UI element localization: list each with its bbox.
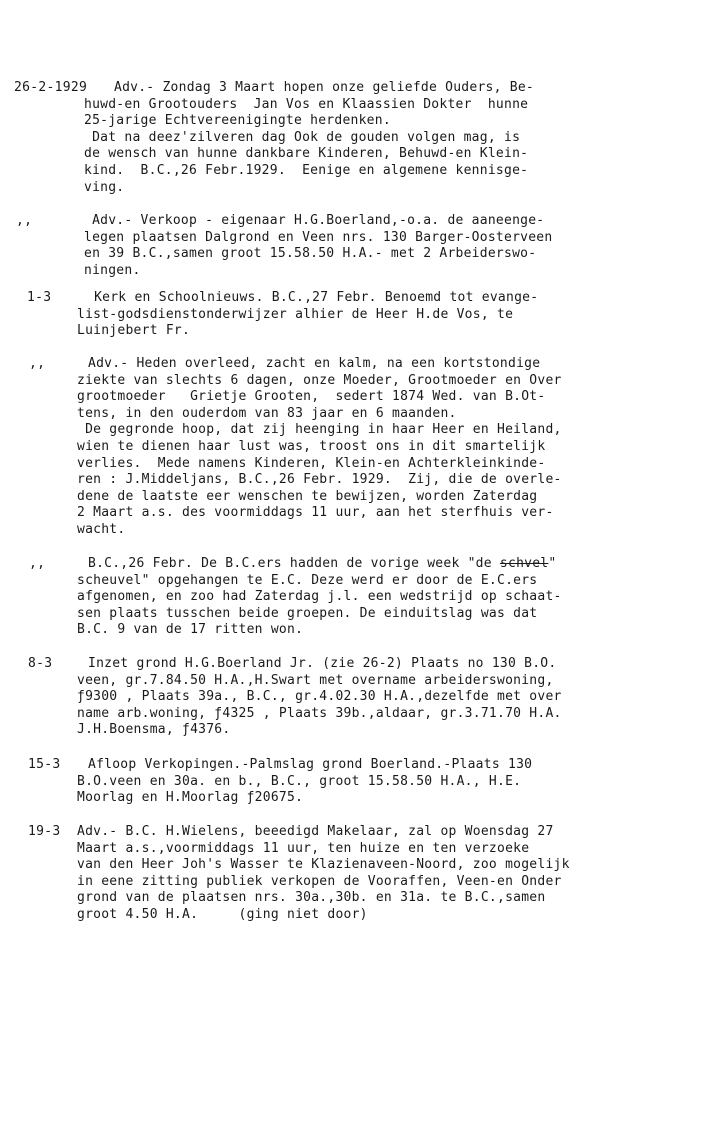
entry-line: van den Heer Joh's Wasser te Klazienaveen-Noord, zoo mogelijk [77,857,570,873]
entry-line: huwd-en Grootouders Jan Vos en Klaassien Dokter hunne [84,96,529,112]
entry-line: ren : J.Middeljans, B.C.,26 Febr. 1929. Zij, die de overle- [77,472,562,488]
entry-line: ziekte van slechts 6 dagen, onze Moeder, Grootmoeder en Over [77,372,562,388]
entry-date: 1-3 [27,290,52,305]
entry-line: Adv.- Zondag 3 Maart hopen onze geliefde Ouders, Be- [114,80,534,95]
entry-line: kind. B.C.,26 Febr.1929. Eenige en algemene kennisge- [84,163,529,178]
entry-date: 8-3 [28,656,53,671]
entry-line: Moorlag en H.Moorlag ƒ20675. [77,790,304,806]
entry-line: in eene zitting publiek verkopen de Vooraffen, Veen-en Onder [77,873,562,889]
entry-line-prefix: B.C.,26 Febr. De B.C.ers hadden de vorige week "de [88,556,500,571]
entry-date: 19-3 [28,824,61,839]
entry-line: grond van de plaatsen nrs. 30a.,30b. en 31a. te B.C.,samen [77,890,546,906]
entry-line: Maart a.s.,voormiddags 11 uur, ten huize en ten verzoeke [77,840,530,856]
entry-line: Adv.- B.C. H.Wielens, beeedigd Makelaar, zal op Woensdag 27 [77,824,554,839]
entry-line: list-godsdienstonderwijzer alhier de Heer H.de Vos, te [77,306,514,322]
entry-line: sen plaats tusschen beide groepen. De einduitslag was dat [77,605,538,621]
entry-line-first [88,556,556,573]
entry-line: grootmoeder Grietje Grooten, sedert 1874 Wed. van B.Ot- [77,389,546,405]
entry-line: name arb.woning, ƒ4325 , Plaats 39b.,aldaar, gr.3.71.70 H.A. [77,705,562,721]
struck-word: schvel [499,556,549,571]
entry-line: de wensch van hunne dankbare Kinderen, Behuwd-en Klein- [84,146,529,162]
entry-line: Luinjebert Fr. [77,323,191,339]
entry-line: Afloop Verkopingen.-Palmslag grond Boerland.-Plaats 130 [88,757,533,772]
entry-line: tens, in den ouderdom van 83 jaar en 6 maanden. [77,405,457,421]
entry-line: 25-jarige Echtvereenigingte herdenken. [84,113,391,129]
entry-line: dene de laatste eer wenschen te bewijzen, worden Zaterdag [77,488,538,504]
entry-line: afgenomen, en zoo had Zaterdag j.l. een wedstrijd op schaat- [77,589,562,605]
entry-date: 26-2-1929 [14,80,88,95]
entry-line: wien te dienen haar lust was, troost ons in dit smartelijk [77,439,546,454]
entry-line: Dat na deez'zilveren dag Ook de gouden volgen mag, is [84,129,521,145]
entry-line: scheuvel" opgehangen te E.C. Deze werd er door de E.C.ers [77,572,538,588]
entry-date: ,, [16,213,33,228]
entry-line: B.C. 9 van de 17 ritten won. [77,622,304,638]
entry-line: Kerk en Schoolnieuws. B.C.,27 Febr. Benoemd tot evange- [86,290,539,305]
entry-line: en 39 B.C.,samen groot 15.58.50 H.A.- met 2 Arbeiderswo- [84,246,537,262]
entry-line: De gegronde hoop, dat zij heenging in haar Heer en Heiland, [77,422,562,438]
entry-line: B.O.veen en 30a. en b., B.C., groot 15.58.50 H.A., H.E. [77,773,522,789]
entry-line: ningen. [84,262,141,278]
entry-line: veen, gr.7.84.50 H.A.,H.Swart met overname arbeiderswoning, [77,672,554,688]
entry-date: ,, [29,556,46,571]
entry-line: groot 4.50 H.A. (ging niet door) [77,907,368,922]
entry-line: wacht. [77,522,126,537]
entry-line: ving. [84,179,125,195]
entry-line: ƒ9300 , Plaats 39a., B.C., gr.4.02.30 H.A.,dezelfde met over [77,689,562,705]
entry-line: 2 Maart a.s. des voormiddags 11 uur, aan het sterfhuis ver- [77,505,554,521]
entry-line: J.H.Boensma, ƒ4376. [77,722,231,738]
entry-line: verlies. Mede namens Kinderen, Klein-en Achterkleinkinde- [77,455,546,471]
entry-date: 15-3 [28,757,61,772]
entry-line: Adv.- Heden overleed, zacht en kalm, na een kortstondige [88,356,541,371]
entry-date: ,, [29,356,46,371]
entry-line: Inzet grond H.G.Boerland Jr. (zie 26-2) Plaats no 130 B.O. [88,656,557,671]
entry-line-suffix: " [548,556,557,571]
entry-line: Adv.- Verkoop - eigenaar H.G.Boerland,-o.a. de aaneenge- [84,213,545,228]
entry-line: legen plaatsen Dalgrond en Veen nrs. 130 Barger-Oosterveen [84,229,553,245]
